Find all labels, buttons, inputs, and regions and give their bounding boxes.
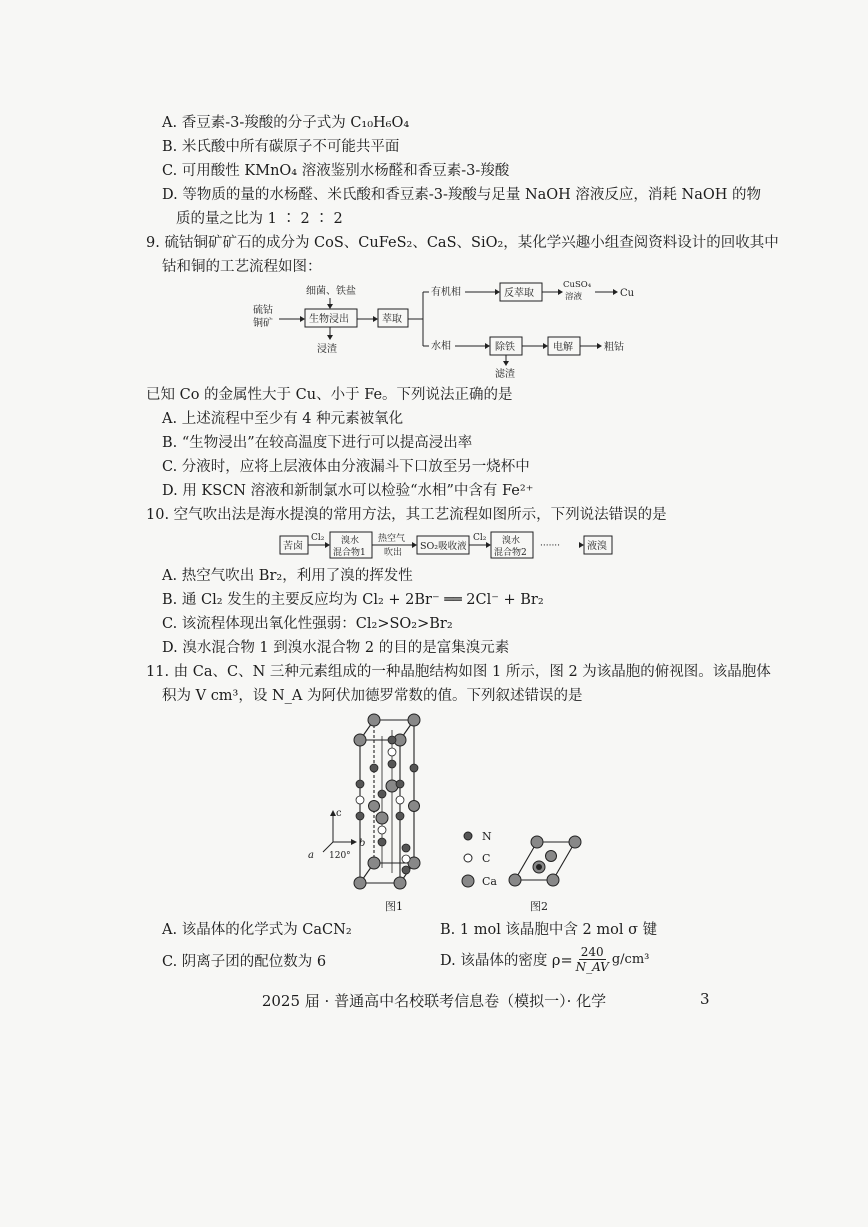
q9-stem: 9. 硫钴铜矿矿石的成分为 CoS、CuFeS₂、CaS、SiO₂，某化学兴趣小组查阅资料设计的回收其中 bbox=[146, 235, 779, 251]
q8-option-a: A. 香豆素-3-羧酸的分子式为 C₁₀H₆O₄ bbox=[162, 115, 410, 131]
cl2-a-label: Cl₂ bbox=[311, 533, 325, 543]
ore-label-1: 硫钴 bbox=[253, 305, 273, 316]
q9-option-a: A. 上述流程中至少有 4 种元素被氧化 bbox=[162, 411, 404, 427]
axis-c-label: c bbox=[336, 808, 342, 819]
top-view-figure bbox=[505, 832, 585, 894]
extract-label: 萃取 bbox=[382, 314, 402, 325]
q9-option-b: B. “生物浸出”在较高温度下进行可以提高浸出率 bbox=[162, 435, 473, 451]
q8-option-d: D. 等物质的量的水杨醛、米氏酸和香豆素-3-羧酸与足量 NaOH 溶液反应，消耗 NaOH 的物 bbox=[162, 187, 762, 203]
axes-indicator bbox=[305, 800, 365, 860]
page-footer: 2025 届 · 普通高中名校联考信息卷（模拟一）· 化学 bbox=[261, 992, 607, 1010]
q11-option-a: A. 该晶体的化学式为 CaCN₂ bbox=[162, 922, 352, 938]
mix2-label-1: 溴水 bbox=[502, 536, 521, 546]
mix1-label-1: 溴水 bbox=[341, 536, 360, 546]
q10-option-b: B. 通 Cl₂ 发生的主要反应均为 Cl₂ + 2Br⁻ ══ 2Cl⁻ + Br₂ bbox=[162, 592, 544, 608]
density-unit: g/cm³ bbox=[611, 952, 650, 967]
q8-option-d-cont: 质的量之比为 1 ∶ 2 ∶ 2 bbox=[176, 211, 343, 227]
q10-option-d: D. 溴水混合物 1 到溴水混合物 2 的目的是富集溴元素 bbox=[162, 640, 510, 656]
legend bbox=[460, 826, 510, 892]
q8-option-b: B. 米氏酸中所有碳原子不可能共平面 bbox=[162, 139, 400, 155]
q9-stem-cont: 钴和铜的工艺流程如图： bbox=[162, 259, 322, 275]
q11-option-c: C. 阴离子团的配位数为 6 bbox=[162, 954, 327, 970]
q10-option-a: A. 热空气吹出 Br₂，利用了溴的挥发性 bbox=[162, 568, 413, 584]
organic-label: 有机相 bbox=[431, 287, 461, 298]
cuso4-label: CuSO₄ bbox=[563, 280, 592, 290]
page-number: 3 bbox=[700, 990, 710, 1008]
liquid-br-label: 液溴 bbox=[587, 541, 607, 552]
q11-option-b: B. 1 mol 该晶胞中含 2 mol σ 键 bbox=[440, 922, 658, 938]
fig2-caption: 图2 bbox=[530, 900, 548, 913]
q9-flow-diagram bbox=[245, 280, 645, 385]
q9-known: 已知 Co 的金属性大于 Cu、小于 Fe。下列说法正确的是 bbox=[146, 387, 513, 403]
density-numerator: 240 bbox=[580, 945, 604, 959]
q10-flow-diagram bbox=[278, 530, 618, 562]
q10-stem: 10. 空气吹出法是海水提溴的常用方法，其工艺流程如图所示，下列说法错误的是 bbox=[146, 507, 667, 523]
q9-option-c: C. 分液时，应将上层液体由分液漏斗下口放至另一烧杯中 bbox=[162, 459, 530, 475]
q8-option-c: C. 可用酸性 KMnO₄ 溶液鉴别水杨醛和香豆素-3-羧酸 bbox=[162, 163, 510, 179]
hot-air-label-2: 吹出 bbox=[384, 548, 403, 558]
legend-ca: Ca bbox=[482, 875, 497, 888]
legend-n: N bbox=[482, 830, 492, 843]
density-denominator: N_AV bbox=[575, 960, 609, 974]
q10-option-c: C. 该流程体现出氧化性强弱：Cl₂>SO₂>Br₂ bbox=[162, 616, 453, 632]
hot-air-label-1: 热空气 bbox=[378, 534, 406, 544]
dots-label: ······· bbox=[540, 541, 561, 551]
q11-option-d bbox=[440, 945, 649, 974]
q11-option-d-prefix: D. 该晶体的密度 ρ= bbox=[440, 953, 573, 969]
density-fraction bbox=[576, 945, 609, 974]
reagent-label: 细菌、铁盐 bbox=[306, 286, 356, 297]
remove-fe-label: 除铁 bbox=[495, 342, 515, 353]
leach-label: 生物浸出 bbox=[309, 314, 349, 325]
crude-co-label: 粗钴 bbox=[604, 342, 624, 353]
legend-c: C bbox=[482, 852, 491, 865]
so2-label: SO₂吸收液 bbox=[420, 541, 467, 552]
residue-label: 浸渣 bbox=[317, 344, 337, 355]
ore-label-2: 铜矿 bbox=[253, 318, 273, 329]
fig1-caption: 图1 bbox=[385, 900, 403, 913]
back-extract-label: 反萃取 bbox=[504, 288, 534, 299]
q11-stem-cont: 积为 V cm³，设 N_A 为阿伏加德罗常数的值。下列叙述错误的是 bbox=[162, 688, 583, 704]
mix2-label-2: 混合物2 bbox=[494, 548, 527, 558]
electrolysis-label: 电解 bbox=[553, 342, 573, 353]
axis-a-label: a bbox=[308, 850, 314, 860]
cu-label: Cu bbox=[620, 288, 635, 299]
q11-stem: 11. 由 Ca、C、N 三种元素组成的一种晶胞结构如图 1 所示，图 2 为该晶胞的俯视图。该晶胞体 bbox=[146, 664, 771, 680]
brine-label: 苦卤 bbox=[283, 541, 303, 552]
filter-residue-label: 滤渣 bbox=[495, 369, 515, 380]
cuso4-label-2: 溶液 bbox=[565, 292, 583, 302]
angle-label: 120° bbox=[329, 851, 351, 860]
mix1-label-2: 混合物1 bbox=[333, 548, 366, 558]
aqueous-label: 水相 bbox=[431, 341, 451, 352]
q9-option-d: D. 用 KSCN 溶液和新制氯水可以检验“水相”中含有 Fe²⁺ bbox=[162, 483, 534, 499]
cl2-b-label: Cl₂ bbox=[473, 533, 487, 543]
axis-b-label: b bbox=[359, 838, 365, 849]
